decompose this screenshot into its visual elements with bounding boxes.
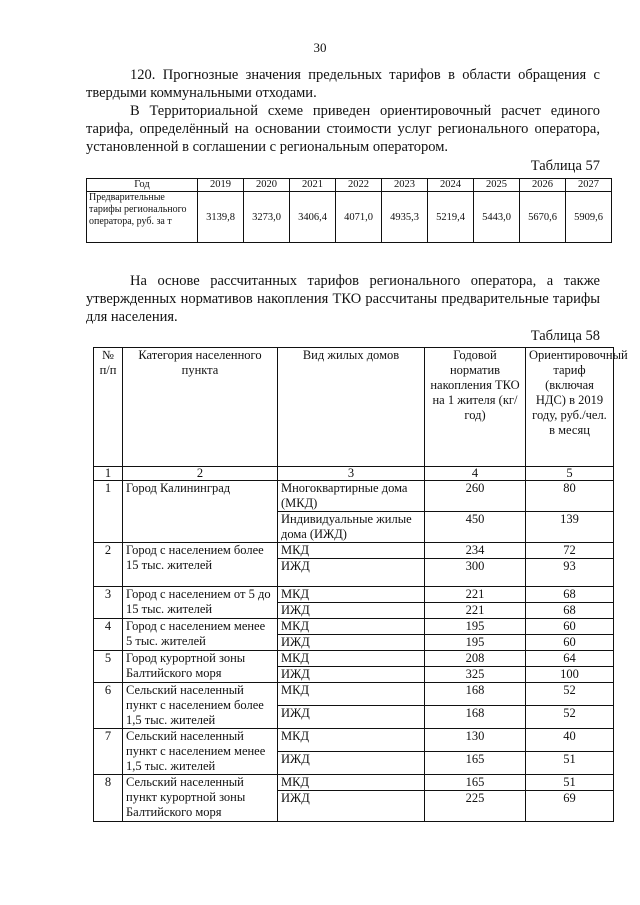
row-number: 3 xyxy=(94,587,123,619)
row-category: Сельский населенный пункт курортной зоны Балтийского моря xyxy=(123,775,278,822)
year-cell: 2024 xyxy=(428,179,474,192)
row-number: 6 xyxy=(94,683,123,729)
value-cell: 3406,4 xyxy=(290,192,336,243)
row-house-type: ИЖД xyxy=(278,559,425,587)
row-tariff: 68 xyxy=(526,603,614,619)
row-number: 8 xyxy=(94,775,123,822)
row-tariff: 51 xyxy=(526,752,614,775)
row-tariff: 64 xyxy=(526,651,614,667)
value-cell: 3139,8 xyxy=(198,192,244,243)
year-cell: 2020 xyxy=(244,179,290,192)
row-norm: 195 xyxy=(425,635,526,651)
row-house-type: МКД xyxy=(278,619,425,635)
table-row xyxy=(94,619,614,635)
year-header: Год xyxy=(87,179,198,192)
table-57-header-row xyxy=(87,179,612,192)
table-57-value-row xyxy=(87,192,612,243)
intro-paragraph: В Территориальной схеме приведен ориентировочный расчет единого тарифа, определённый на основании стоимости услуг регионального оператора, установленной в соглашении с региональным оператором. xyxy=(86,103,600,155)
year-cell: 2022 xyxy=(336,179,382,192)
table-57-caption: Таблица 57 xyxy=(530,158,600,174)
year-cell: 2019 xyxy=(198,179,244,192)
page-number: 30 xyxy=(313,40,327,55)
row-norm: 300 xyxy=(425,559,526,587)
row-tariff: 93 xyxy=(526,559,614,587)
value-cell: 5670,6 xyxy=(520,192,566,243)
header-norm: Годовой норматив накопления ТКО на 1 жителя (кг/год) xyxy=(425,348,526,467)
row-house-type: ИЖД xyxy=(278,603,425,619)
value-cell: 5909,6 xyxy=(566,192,612,243)
row-category: Город с населением более 15 тыс. жителей xyxy=(123,543,278,587)
column-number: 3 xyxy=(278,467,425,481)
row-tariff: 52 xyxy=(526,706,614,729)
row-tariff: 40 xyxy=(526,729,614,752)
header-category: Категория населенного пункта xyxy=(123,348,278,467)
table-row xyxy=(94,775,614,791)
row-category: Город Калининград xyxy=(123,481,278,543)
row-norm: 325 xyxy=(425,667,526,683)
row-category: Город с населением менее 5 тыс. жителей xyxy=(123,619,278,651)
row-norm: 168 xyxy=(425,706,526,729)
row-norm: 195 xyxy=(425,619,526,635)
row-norm: 234 xyxy=(425,543,526,559)
row-norm: 221 xyxy=(425,603,526,619)
row-house-type: МКД xyxy=(278,587,425,603)
year-cell: 2023 xyxy=(382,179,428,192)
section-paragraph: 120. Прогнозные значения предельных тарифов в области обращения с твердыми коммунальными отходами. xyxy=(86,67,600,101)
row-tariff: 51 xyxy=(526,775,614,791)
row-tariff: 69 xyxy=(526,791,614,822)
row-tariff: 68 xyxy=(526,587,614,603)
row-norm: 225 xyxy=(425,791,526,822)
table-row xyxy=(94,543,614,559)
row-number: 4 xyxy=(94,619,123,651)
column-number: 1 xyxy=(94,467,123,481)
row-house-type: ИЖД xyxy=(278,791,425,822)
header-house-type: Вид жилых домов xyxy=(278,348,425,467)
row-norm: 450 xyxy=(425,512,526,543)
column-number: 4 xyxy=(425,467,526,481)
row-house-type: МКД xyxy=(278,543,425,559)
row-house-type: МКД xyxy=(278,651,425,667)
row-norm: 165 xyxy=(425,775,526,791)
row-house-type: ИЖД xyxy=(278,635,425,651)
row-tariff: 52 xyxy=(526,683,614,706)
table-58-header-row xyxy=(94,348,614,467)
table-row xyxy=(94,651,614,667)
row-number: 2 xyxy=(94,543,123,587)
row-norm: 168 xyxy=(425,683,526,706)
row-house-type: МКД xyxy=(278,683,425,706)
row-tariff: 60 xyxy=(526,635,614,651)
row-house-type: ИЖД xyxy=(278,667,425,683)
value-cell: 5443,0 xyxy=(474,192,520,243)
row-tariff: 139 xyxy=(526,512,614,543)
table-58-caption: Таблица 58 xyxy=(530,328,600,344)
row-number: 7 xyxy=(94,729,123,775)
row-norm: 165 xyxy=(425,752,526,775)
row-house-type: МКД xyxy=(278,729,425,752)
row-norm: 130 xyxy=(425,729,526,752)
header-num: № п/п xyxy=(94,348,123,467)
row-number: 1 xyxy=(94,481,123,543)
year-cell: 2027 xyxy=(566,179,612,192)
table-58 xyxy=(93,347,628,822)
row-house-type: ИЖД xyxy=(278,752,425,775)
value-cell: 4935,3 xyxy=(382,192,428,243)
year-cell: 2026 xyxy=(520,179,566,192)
row-house-type: МКД xyxy=(278,775,425,791)
value-cell: 5219,4 xyxy=(428,192,474,243)
year-cell: 2025 xyxy=(474,179,520,192)
table-row xyxy=(94,481,614,512)
row-norm: 208 xyxy=(425,651,526,667)
value-cell: 3273,0 xyxy=(244,192,290,243)
row-house-type: Индивидуальные жилые дома (ИЖД) xyxy=(278,512,425,543)
row-house-type: Многоквартирные дома (МКД) xyxy=(278,481,425,512)
row-category: Сельский населенный пункт с населением более 1,5 тыс. жителей xyxy=(123,683,278,729)
row-category: Город с населением от 5 до 15 тыс. жителей xyxy=(123,587,278,619)
table-57 xyxy=(86,178,612,243)
row-label: Предварительные тарифы регионального оператора, руб. за т xyxy=(87,192,198,243)
row-norm: 221 xyxy=(425,587,526,603)
header-tariff: Ориентировочный тариф (включая НДС) в 2019 году, руб./чел. в месяц xyxy=(526,348,614,467)
column-number-row xyxy=(94,467,614,481)
row-number: 5 xyxy=(94,651,123,683)
row-tariff: 100 xyxy=(526,667,614,683)
column-number: 2 xyxy=(123,467,278,481)
row-tariff: 60 xyxy=(526,619,614,635)
year-cell: 2021 xyxy=(290,179,336,192)
row-house-type: ИЖД xyxy=(278,706,425,729)
table-row xyxy=(94,729,614,752)
row-tariff: 80 xyxy=(526,481,614,512)
row-category: Город курортной зоны Балтийского моря xyxy=(123,651,278,683)
table-row xyxy=(94,587,614,603)
row-category: Сельский населенный пункт с населением менее 1,5 тыс. жителей xyxy=(123,729,278,775)
mid-paragraph: На основе рассчитанных тарифов регионального оператора, а также утвержденных нормативов накопления ТКО рассчитаны предварительные тарифы для населения. xyxy=(86,273,600,325)
value-cell: 4071,0 xyxy=(336,192,382,243)
table-row xyxy=(94,683,614,706)
row-norm: 260 xyxy=(425,481,526,512)
column-number: 5 xyxy=(526,467,614,481)
row-tariff: 72 xyxy=(526,543,614,559)
